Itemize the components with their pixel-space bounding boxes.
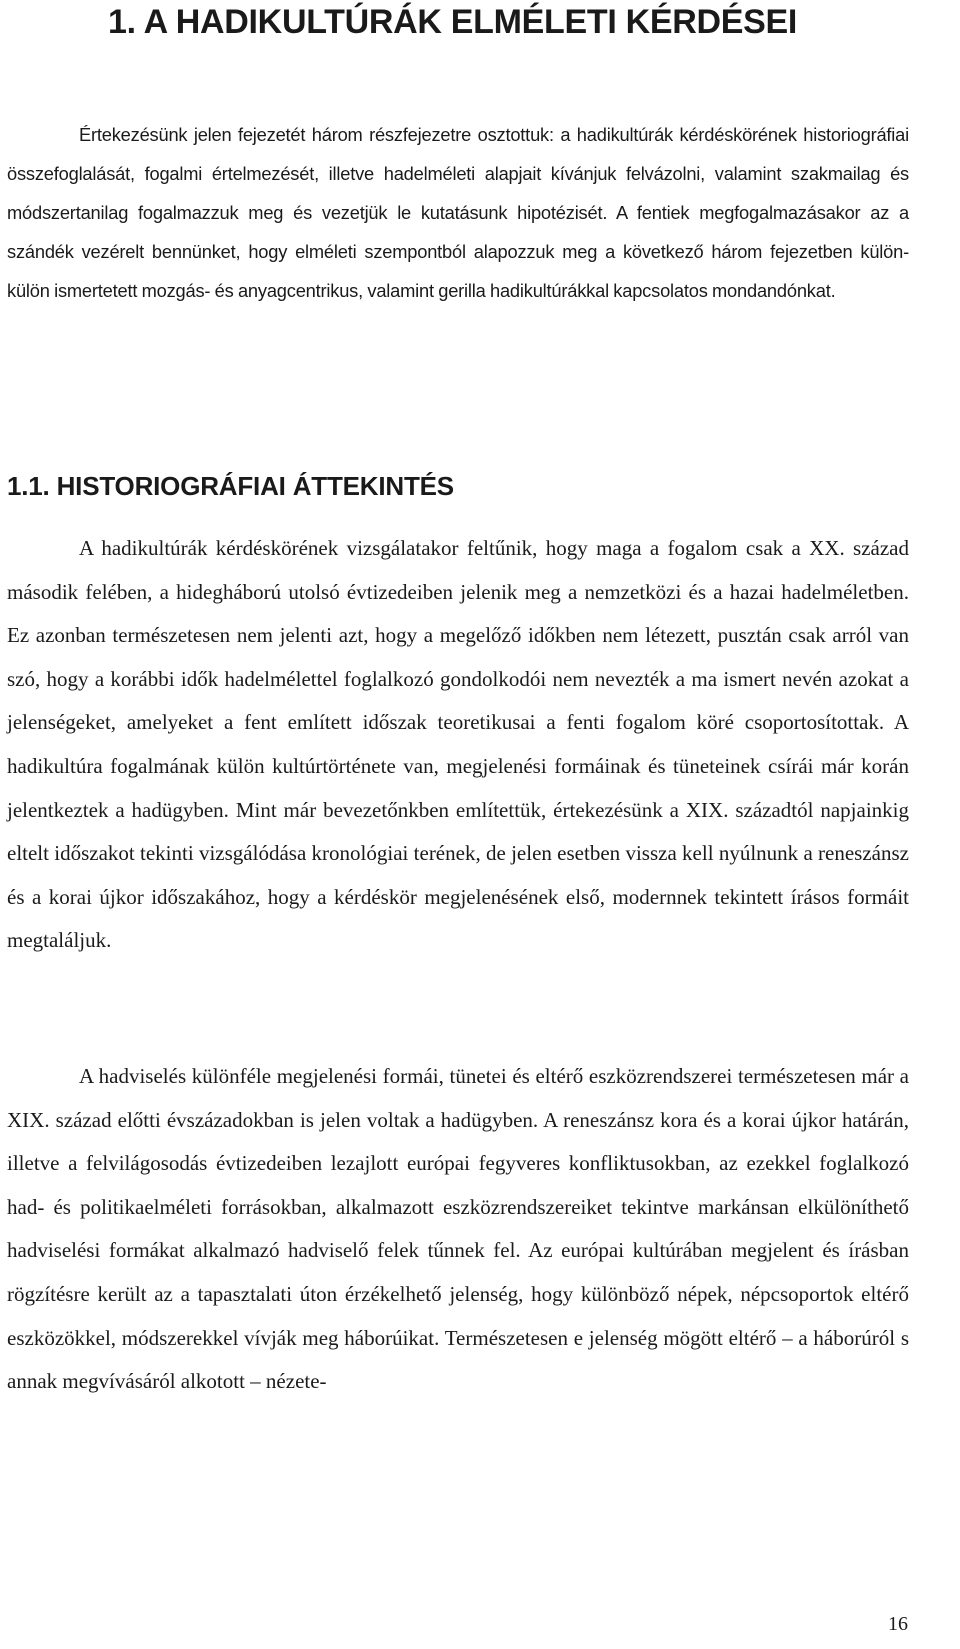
- section-paragraph-text: A hadikultúrák kérdéskörének vizsgálatakor feltűnik, hogy maga a fogalom csak a XX. század második felében, a hidegháború utolsó évtizedeiben jelenik meg a nemzetközi és a hazai hadelméletben. Ez azonban természetesen nem jelenti azt, hogy a megelőző időkben nem létezett, pusztán csak arról van szó, hogy a korábbi idők hadelmélettel foglalkozó gondolkodói nem nevezték a ma ismert nevén azokat a jelenségeket, amelyeket a fent említett időszak teoretikusai a fenti fogalom köré csoportosítottak. A hadikultúra fogalmának külön kultúrtörténete van, megjelenési formáinak és tüneteinek csírái már korán jelentkeztek a hadügyben. Mint már bevezetőnkben említettük, értekezésünk a XIX. századtól napjainkig eltelt időszakot tekinti vizsgálódása kronológiai terének, de jelen esetben vissza kell nyúlnunk a reneszánsz és a korai újkor időszakához, hogy a kérdéskör megjelenésének első, modernnek tekintett írásos formáit megtaláljuk.: [7, 536, 909, 953]
- intro-paragraph-text: Értekezésünk jelen fejezetét három részfejezetre osztottuk: a hadikultúrák kérdéskörének historiográfiai összefoglalását, fogalmi értelmezését, illetve hadelméleti alapjait kívánjuk felvázolni, valamint szakmailag és módszertanilag fogalmazzuk meg és vezetjük le kutatásunk hipotézisét. A fentiek megfogalmazásakor az a szándék vezérelt bennünket, hogy elméleti szempontból alapozzuk meg a következő három fejezetben külön-külön ismertetett mozgás- és anyagcentrikus, valamint gerilla hadikultúrákkal kapcsolatos mondandónkat.: [7, 124, 909, 301]
- intro-paragraph: [7, 115, 909, 310]
- page-number: 16: [888, 1613, 908, 1635]
- section-title: 1.1. HISTORIOGRÁFIAI ÁTTEKINTÉS: [7, 471, 454, 501]
- section-paragraph: [7, 1055, 909, 1404]
- chapter-title: 1. A HADIKULTÚRÁK ELMÉLETI KÉRDÉSEI: [108, 3, 798, 41]
- section-paragraph: [7, 527, 909, 963]
- section-paragraph-text: A hadviselés különféle megjelenési formái, tünetei és eltérő eszközrendszerei természetesen már a XIX. század előtti évszázadokban is jelen voltak a hadügyben. A reneszánsz kora és a korai újkor határán, illetve a felvilágosodás évtizedeiben lezajlott európai fegyveres konfliktusokban, az ezekkel foglalkozó had- és politikaelméleti forrásokban, alkalmazott eszközrendszereiket tekintve markánsan elkülöníthető hadviselési formákat alkalmazó hadviselő felek tűnnek fel. Az európai kultúrában megjelent és írásban rögzítésre került az a tapasztalati úton érzékelhető jelenség, hogy különböző népek, népcsoportok eltérő eszközökkel, módszerekkel vívják meg háborúikat. Természetesen e jelenség mögött eltérő – a háborúról s annak megvívásáról alkotott – nézete-: [7, 1064, 909, 1394]
